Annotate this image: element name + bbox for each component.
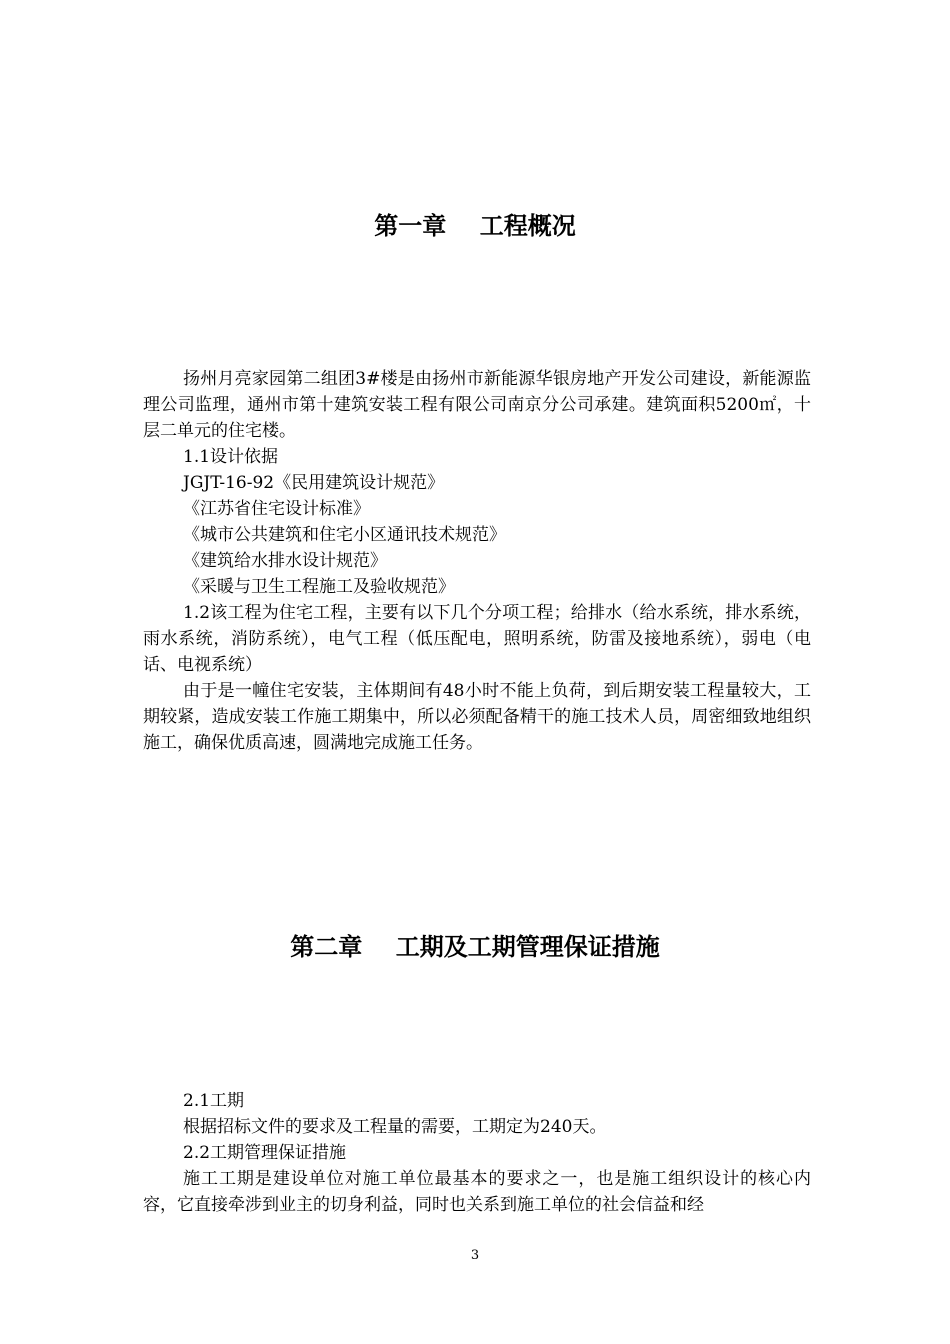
- page-number: 3: [470, 1248, 480, 1263]
- summary-paragraph: 由于是一幢住宅安装，主体期间有48小时不能上负荷，到后期安装工程量较大，工期较紧，造成安装工作施工期集中，所以必须配备精干的施工技术人员，周密细致地组织施工，确保优质高速，圆满地完成施工任务。: [143, 681, 811, 753]
- chapter-2-title: 第二章 工期及工期管理保证措施: [290, 933, 660, 961]
- chapter-1-title: 第一章 工程概况: [374, 212, 576, 240]
- section-2-2-heading: 2.2工期管理保证措施: [183, 1143, 347, 1163]
- design-basis-heading: 1.1设计依据: [183, 447, 279, 467]
- design-basis-item: 《江苏省住宅设计标准》: [183, 499, 370, 519]
- chapter-1-body: [143, 366, 811, 756]
- design-basis-item: 《采暖与卫生工程施工及验收规范》: [183, 577, 455, 597]
- section-2-1-text: 根据招标文件的要求及工程量的需要，工期定为240天。: [183, 1117, 607, 1137]
- subitems-paragraph: 1.2该工程为住宅工程，主要有以下几个分项工程；给排水（给水系统，排水系统，雨水系统，消防系统），电气工程（低压配电，照明系统，防雷及接地系统），弱电（电话、电视系统）: [143, 603, 811, 675]
- chapter-2-body: [143, 1088, 811, 1218]
- section-2-2-text: 施工工期是建设单位对施工单位最基本的要求之一，也是施工组织设计的核心内容，它直接牵涉到业主的切身利益，同时也关系到施工单位的社会信益和经: [143, 1169, 811, 1215]
- design-basis-item: JGJT-16-92《民用建筑设计规范》: [183, 473, 445, 493]
- design-basis-item: 《建筑给水排水设计规范》: [183, 551, 387, 571]
- section-2-1-heading: 2.1工期: [183, 1091, 245, 1111]
- design-basis-item: 《城市公共建筑和住宅小区通讯技术规范》: [183, 525, 506, 545]
- overview-paragraph: 扬州月亮家园第二组团3#楼是由扬州市新能源华银房地产开发公司建设，新能源监理公司监理，通州市第十建筑安装工程有限公司南京分公司承建。建筑面积5200㎡，十层二单元的住宅楼。: [143, 369, 811, 441]
